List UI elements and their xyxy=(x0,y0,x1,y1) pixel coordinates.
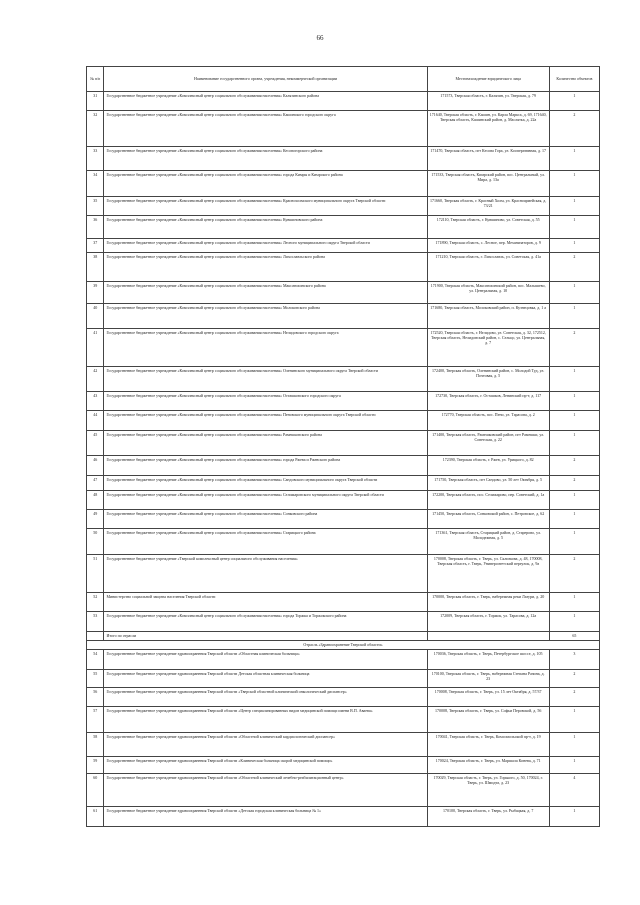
institution-address: 171680, Тверская область, Молоковский район, п. Кузнецовка, д. 1 а xyxy=(427,304,549,329)
table-row xyxy=(87,216,600,239)
row-number: 51 xyxy=(87,555,104,593)
institution-name: Государственное бюджетное учреждение «Комплексный центр социального обслуживания населения» Краснохолмского муниципального округа Тверской области xyxy=(104,197,427,216)
institution-address: 170000, Тверская область, г. Тверь, набережная реки Лазури, д. 20 xyxy=(427,593,549,612)
object-count: 1 xyxy=(549,197,599,216)
institution-name: Государственное бюджетное учреждение «Комплексный центр социального обслуживания населения» Лесного муниципального округа Тверской области xyxy=(104,239,427,253)
object-count: 1 xyxy=(549,733,599,757)
table-row xyxy=(87,253,600,282)
institution-name: Государственное бюджетное учреждение здравоохранения Тверской области «Тверской областной клинический онкологический диспансер» xyxy=(104,688,427,707)
object-count: 1 xyxy=(549,216,599,239)
table-row xyxy=(87,757,600,774)
object-count: 1 xyxy=(549,304,599,329)
header-address: Местонахождение юридического лица xyxy=(427,67,549,92)
table-row xyxy=(87,92,600,111)
object-count: 1 xyxy=(549,147,599,171)
table-row xyxy=(87,733,600,757)
table-row xyxy=(87,392,600,411)
row-number: 32 xyxy=(87,111,104,147)
institution-name: Государственное бюджетное учреждение здравоохранения Тверской области «Клиническая больница скорой медицинской помощи» xyxy=(104,757,427,774)
row-number: 58 xyxy=(87,733,104,757)
table-row xyxy=(87,411,600,431)
row-number: 46 xyxy=(87,456,104,476)
row-number: 45 xyxy=(87,431,104,456)
page-number: 66 xyxy=(316,34,324,42)
row-number: 43 xyxy=(87,392,104,411)
institution-address: 172770, Тверская область, пос. Пено, ул. Тарасова, д. 2 xyxy=(427,411,549,431)
row-number: 47 xyxy=(87,476,104,491)
table-row xyxy=(87,431,600,456)
institution-address: 171400, Тверская область, Рамешковский район, пгт Рамешки, ул. Советская, д. 22 xyxy=(427,431,549,456)
institution-address: 172009, Тверская область, г. Торжок, ул. Тарасова, д. 12а xyxy=(427,612,549,632)
institution-address: 172110, Тверская область, г. Кувшиново, ул. Советская, д. 55 xyxy=(427,216,549,239)
table-header-row xyxy=(87,67,600,92)
object-count: 1 xyxy=(549,239,599,253)
object-count: 2 xyxy=(549,253,599,282)
object-count: 1 xyxy=(549,392,599,411)
row-number: 54 xyxy=(87,650,104,670)
table-row xyxy=(87,593,600,612)
institution-name: Государственное бюджетное учреждение «Тверской комплексный центр социального обслуживания населения» xyxy=(104,555,427,593)
institutions-table xyxy=(86,66,600,827)
institution-name: Государственное бюджетное учреждение «Комплексный центр социального обслуживания населения» Калязинского района xyxy=(104,92,427,111)
row-number: 35 xyxy=(87,197,104,216)
table-row xyxy=(87,456,600,476)
row-number: 49 xyxy=(87,510,104,529)
institution-address: 170029, Тверская область, г. Тверь, ул. Горького, д. 50, 170024, г. Тверь, ул. Шмидта, д. 23 xyxy=(427,774,549,807)
object-count: 2 xyxy=(549,476,599,491)
table-row xyxy=(87,807,600,827)
institution-address: 171470, Тверская область, пгт Кесова Гора, ул. Кооперативная, д. 17 xyxy=(427,147,549,171)
object-count: 1 xyxy=(549,707,599,733)
row-number: 44 xyxy=(87,411,104,431)
table-row xyxy=(87,529,600,555)
table-row xyxy=(87,329,600,367)
institution-name: Государственное бюджетное учреждение «Комплексный центр социального обслуживания населения» Селижаровского муниципального округа Тверской области xyxy=(104,491,427,510)
institution-address: 170100, Тверская область, г. Тверь, набережная Степана Разина, д. 23 xyxy=(427,670,549,688)
institution-name: Министерство социальной защиты населения Тверской области xyxy=(104,593,427,612)
header-no: № п/п xyxy=(87,67,104,92)
institution-name: Государственное бюджетное учреждение здравоохранения Тверской области «Областной клинический лечебно-реабилитационный центр» xyxy=(104,774,427,807)
institution-address: 170041, Тверская область, г. Тверь, Комсомольский пр-т, д. 19 xyxy=(427,733,549,757)
institution-name: Государственное бюджетное учреждение «Комплексный центр социального обслуживания населения» Молоковского района xyxy=(104,304,427,329)
table-row xyxy=(87,367,600,392)
object-count: 1 xyxy=(549,92,599,111)
table-row xyxy=(87,304,600,329)
object-count: 1 xyxy=(549,612,599,632)
object-count: 1 xyxy=(549,431,599,456)
object-count: 1 xyxy=(549,757,599,774)
institution-address: 171210, Тверская область, г. Лихославль, ул. Советская, д. 41а xyxy=(427,253,549,282)
institution-name: Государственное бюджетное учреждение здравоохранения Тверской области «Центр специализированных видов медицинской помощи имени В.П. Аваева» xyxy=(104,707,427,733)
object-count: 65 xyxy=(549,632,599,641)
institution-name: Государственное бюджетное учреждение «Комплексный центр социального обслуживания населения» Кувшиновского района xyxy=(104,216,427,239)
institution-name: Государственное бюджетное учреждение «Комплексный центр социального обслуживания населения» Нелидовского городского округа xyxy=(104,329,427,367)
institution-name: Государственное бюджетное учреждение «Комплексный центр социального обслуживания населения» города Торжка и Торжокского района xyxy=(104,612,427,632)
institution-name: Государственное бюджетное учреждение здравоохранения Тверской области «Областная клиническая больница» xyxy=(104,650,427,670)
object-count: 1 xyxy=(549,510,599,529)
row-number: 40 xyxy=(87,304,104,329)
institution-name: Государственное бюджетное учреждение «Комплексный центр социального обслуживания населения» Оленинского муниципального округа Тверской области xyxy=(104,367,427,392)
institution-address: 170024, Тверская область, г. Тверь, ул. Маршала Конева, д. 71 xyxy=(427,757,549,774)
object-count: 1 xyxy=(549,367,599,392)
institution-address: 170008, Тверская область, г. Тверь, ул. 15 лет Октября, д. 57/37 xyxy=(427,688,549,707)
table-row xyxy=(87,555,600,593)
institution-address: 172730, Тверская область, г. Осташков, Ленинский пр-т, д. 117 xyxy=(427,392,549,411)
row-number: 59 xyxy=(87,757,104,774)
institution-name: Государственное бюджетное учреждение здравоохранения Тверской области «Областной клинический кардиологический диспансер» xyxy=(104,733,427,757)
row-number: 55 xyxy=(87,670,104,688)
object-count: 2 xyxy=(549,456,599,476)
section-title: Отрасль «Здравоохранение Тверской области» xyxy=(87,641,600,650)
row-number: 34 xyxy=(87,171,104,197)
institution-name: Государственное бюджетное учреждение «Комплексный центр социального обслуживания населения» Максатихинского района xyxy=(104,282,427,304)
row-number: 48 xyxy=(87,491,104,510)
row-number: 39 xyxy=(87,282,104,304)
row-number: 53 xyxy=(87,612,104,632)
table-row xyxy=(87,476,600,491)
table-row xyxy=(87,239,600,253)
table-row xyxy=(87,612,600,632)
object-count: 1 xyxy=(549,411,599,431)
institution-name: Государственное бюджетное учреждение «Комплексный центр социального обслуживания населения» Пеновского муниципального округа Тверской области xyxy=(104,411,427,431)
row-number: 33 xyxy=(87,147,104,171)
institution-address: 171450, Тверская область, Сонковский район, с. Петровское, д. 62 xyxy=(427,510,549,529)
institution-name: Государственное бюджетное учреждение «Комплексный центр социального обслуживания населения» Сандовского муниципального округа Тверской области xyxy=(104,476,427,491)
object-count: 1 xyxy=(549,529,599,555)
row-number: 37 xyxy=(87,239,104,253)
institution-name: Государственное бюджетное учреждение «Комплексный центр социального обслуживания населения» Сонковского района xyxy=(104,510,427,529)
institution-address: 172400, Тверская область, Оленинский район, с. Молодой Туд, ул. Почтовая, д. 5 xyxy=(427,367,549,392)
institution-name: Государственное бюджетное учреждение здравоохранения Тверской области Детская областная клиническая больница xyxy=(104,670,427,688)
object-count: 2 xyxy=(549,329,599,367)
institution-address: 171640, Тверская область, г. Кашин, ул. Карла Маркса, д. 69, 171640, Тверская область, Кашинский район, д. Маслятка, д. 22а xyxy=(427,111,549,147)
institution-address: 171573, Тверская область, г. Калязин, ул. Тверская, д. 79 xyxy=(427,92,549,111)
institution-address: 171750, Тверская область, пгт Сандово, ул. 50 лет Октября, д. 5 xyxy=(427,476,549,491)
institution-name: Итого по отрасли xyxy=(104,632,427,641)
row-number: 31 xyxy=(87,92,104,111)
row-number: 38 xyxy=(87,253,104,282)
total-row xyxy=(87,632,600,641)
institution-name: Государственное бюджетное учреждение здравоохранения Тверской области «Детская городская клиническая больница № 1» xyxy=(104,807,427,827)
object-count: 1 xyxy=(549,807,599,827)
table-row xyxy=(87,650,600,670)
object-count: 1 xyxy=(549,171,599,197)
table-row xyxy=(87,670,600,688)
institution-address: 171660, Тверская область, г. Красный Холм, ул. Красноармейская, д. 73/21 xyxy=(427,197,549,216)
table-row xyxy=(87,282,600,304)
table-row xyxy=(87,510,600,529)
institution-address: 172200, Тверская область, пос. Селижарово, пер. Советский, д. 1а xyxy=(427,491,549,510)
institution-address: 171361, Тверская область, Старицкий район, д. Старерово, ул. Молодежная, д. 5 xyxy=(427,529,549,555)
object-count: 3 xyxy=(549,650,599,670)
table-row xyxy=(87,707,600,733)
table-row xyxy=(87,197,600,216)
institution-address: 171890, Тверская область, с. Лесное, пер. Механизаторов, д. 9 xyxy=(427,239,549,253)
institution-address: 170008, Тверская область, г. Тверь, ул. Софьи Перовской, д. 56 xyxy=(427,707,549,733)
institution-name: Государственное бюджетное учреждение «Комплексный центр социального обслуживания населения» Рамешковского района xyxy=(104,431,427,456)
institution-address: 171533, Тверская область, Кимрский район, пос. Центральный, ул. Мира, д. 13а xyxy=(427,171,549,197)
institution-address: 172390, Тверская область, г. Ржев, ул. Урицкого, д. 82 xyxy=(427,456,549,476)
row-number: 52 xyxy=(87,593,104,612)
table-row xyxy=(87,111,600,147)
table-row xyxy=(87,688,600,707)
institution-name: Государственное бюджетное учреждение «Комплексный центр социального обслуживания населения» Кесовогорского района xyxy=(104,147,427,171)
row-number xyxy=(87,632,104,641)
table-row xyxy=(87,147,600,171)
institution-name: Государственное бюджетное учреждение «Комплексный центр социального обслуживания населения» города Ржева и Ржевского района xyxy=(104,456,427,476)
institution-name: Государственное бюджетное учреждение «Комплексный центр социального обслуживания населения» Осташковского городского округа xyxy=(104,392,427,411)
institution-address: 170036, Тверская область, г. Тверь, Петербургское шоссе, д. 105 xyxy=(427,650,549,670)
object-count: 1 xyxy=(549,282,599,304)
table-row xyxy=(87,171,600,197)
institution-address xyxy=(427,632,549,641)
row-number: 61 xyxy=(87,807,104,827)
header-quantity: Количество объектов xyxy=(549,67,599,92)
institution-name: Государственное бюджетное учреждение «Комплексный центр социального обслуживания населения» Старицкого района xyxy=(104,529,427,555)
institution-address: 170100, Тверская область, г. Тверь, ул. Рыбацкая, д. 7 xyxy=(427,807,549,827)
row-number: 42 xyxy=(87,367,104,392)
institution-name: Государственное бюджетное учреждение «Комплексный центр социального обслуживания населения» Кашинского городского округа xyxy=(104,111,427,147)
object-count: 1 xyxy=(549,491,599,510)
row-number: 56 xyxy=(87,688,104,707)
institution-name: Государственное бюджетное учреждение «Комплексный центр социального обслуживания населения» города Кимры и Кимрского района xyxy=(104,171,427,197)
object-count: 4 xyxy=(549,774,599,807)
institution-address: 170008, Тверская область, г. Тверь, ул. Склизкова, д. 48, 170008, Тверская область, г. Тверь, Университетский переулок, д. 9а xyxy=(427,555,549,593)
object-count: 1 xyxy=(549,593,599,612)
object-count: 2 xyxy=(549,111,599,147)
institution-address: 171900, Тверская область, Максатихинский район, пос. Малышево, ул. Центральная, д. 10 xyxy=(427,282,549,304)
header-name: Наименование государственного органа, учреждения, некоммерческой организации xyxy=(104,67,427,92)
object-count: 2 xyxy=(549,555,599,593)
institution-address: 172520, Тверская область, г. Нелидово, ул. Советская, д. 32, 172512, Тверская область, Нелидовский район, с. Сельцо, ул. Центральная, д. 7 xyxy=(427,329,549,367)
row-number: 50 xyxy=(87,529,104,555)
object-count: 2 xyxy=(549,670,599,688)
row-number: 57 xyxy=(87,707,104,733)
object-count: 2 xyxy=(549,688,599,707)
table-row xyxy=(87,491,600,510)
row-number: 41 xyxy=(87,329,104,367)
section-row xyxy=(87,641,600,650)
institution-name: Государственное бюджетное учреждение «Комплексный центр социального обслуживания населения» Лихославльского района xyxy=(104,253,427,282)
row-number: 60 xyxy=(87,774,104,807)
row-number: 36 xyxy=(87,216,104,239)
table-row xyxy=(87,774,600,807)
